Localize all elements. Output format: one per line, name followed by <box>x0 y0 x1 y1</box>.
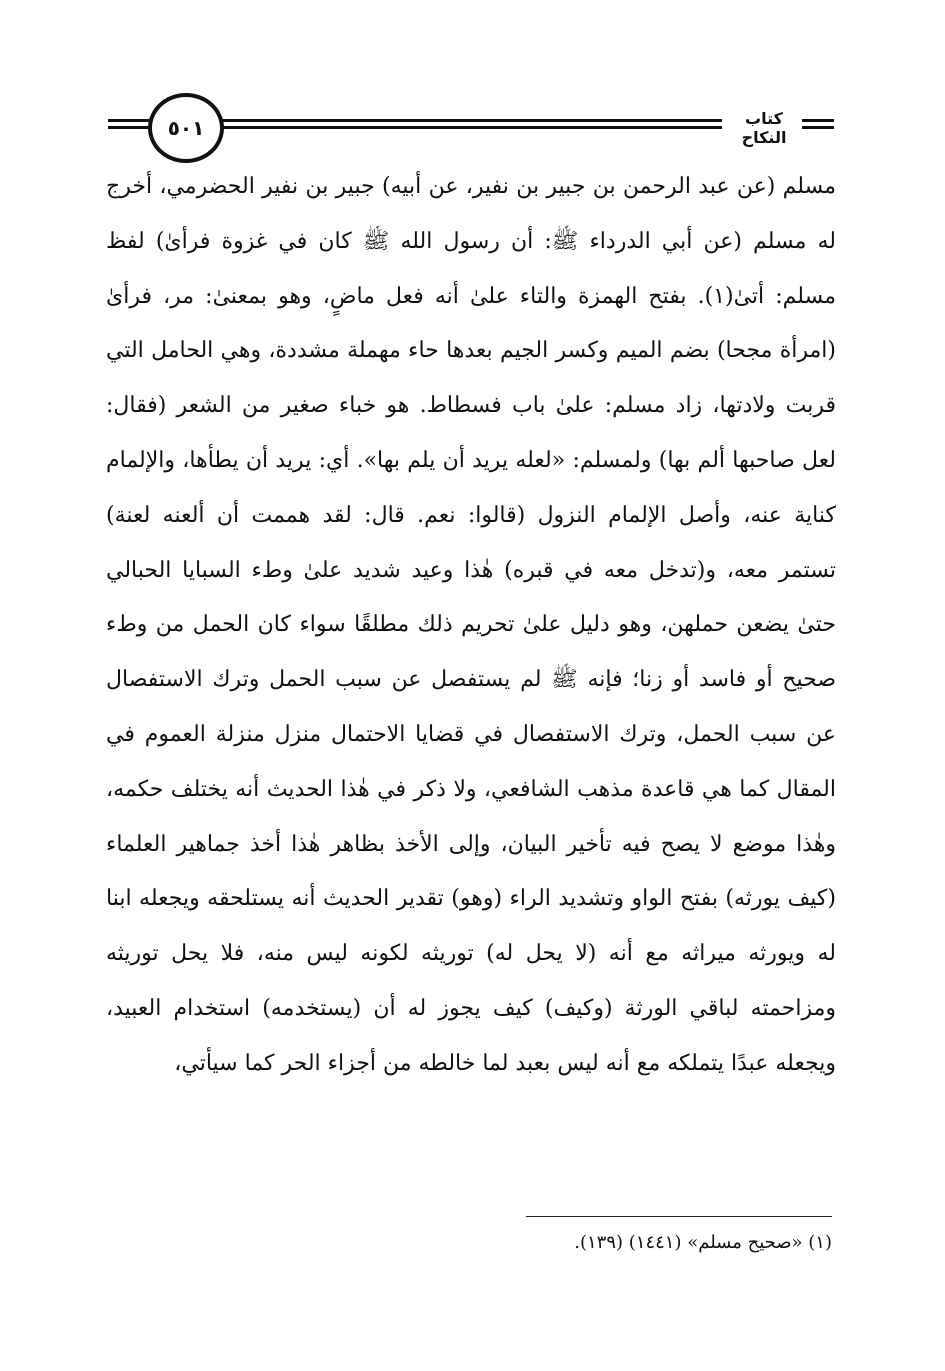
main-text <box>106 160 836 1092</box>
page-header <box>108 95 834 155</box>
chapter-title: كتاب النكاح <box>741 109 787 147</box>
header-rule <box>108 126 152 129</box>
page-number-badge <box>148 93 224 163</box>
footnote: (١) «صحيح مسلم» (١٤٤١) (١٣٩). <box>574 1232 832 1253</box>
header-rule <box>108 119 152 122</box>
body-paragraph: مسلم (عن عبد الرحمن بن جبير بن نفير، عن أبيه) جبير بن نفير الحضرمي، أخرج له مسلم (عن أبي الدرداء ﷺ: أن رسول الله ﷺ كان في غزوة فرأىٰ) لفظ مسلم: أتىٰ(١). بفتح الهمزة والتاء علىٰ أنه فعل ماضٍ، وهو بمعنىٰ: مر، فرأىٰ (امرأة مجحا) بضم الميم وكسر الجيم بعدها حاء مهملة مشددة، وهي الحامل التي قربت ولادتها، زاد مسلم: علىٰ باب فسطاط. هو خباء صغير من الشعر (فقال: لعل صاحبها ألم بها) ولمسلم: «لعله يريد أن يلم بها». أي: يريد أن يطأها، والإلمام كناية عنه، وأصل الإلمام النزول (قالوا: نعم. قال: لقد هممت أن ألعنه لعنة) تستمر معه، و(تدخل معه في قبره) هٰذا وعيد شديد علىٰ وطء السبايا الحبالي حتىٰ يضعن حملهن، وهو دليل علىٰ تحريم ذلك مطلقًا سواء كان الحمل من وطء صحيح أو فاسد أو زنا؛ فإنه ﷺ لم يستفصل عن سبب الحمل وترك الاستفصال عن سبب الحمل، وترك الاستفصال في قضايا الاحتمال منزل منزلة العموم في المقال كما هي قاعدة مذهب الشافعي، ولا ذكر في هٰذا الحديث أنه يختلف حكمه، وهٰذا موضع لا يصح فيه تأخير البيان، وإلى الأخذ بظاهر هٰذا أخذ جماهير العلماء (كيف يورثه) بفتح الواو وتشديد الراء (وهو) تقدير الحديث أنه يستلحقه ويجعله ابنا له ويورثه ميراثه مع أنه (لا يحل له) توريثه لكونه ليس منه، فلا يحل توريثه ومزاحمته لباقي الورثة (وكيف) كيف يجوز له أن (يستخدمه) استخدام العبيد، ويجعله عبدًا يتملكه مع أنه ليس بعبد لما خالطه من أجزاء الحر كما سيأتي، <box>106 174 836 1076</box>
page-number: ٥٠١ <box>167 116 205 140</box>
footnote-divider <box>526 1216 832 1217</box>
header-rule <box>802 126 834 129</box>
header-rule <box>220 119 722 122</box>
header-rule <box>220 126 722 129</box>
header-rule <box>802 119 834 122</box>
